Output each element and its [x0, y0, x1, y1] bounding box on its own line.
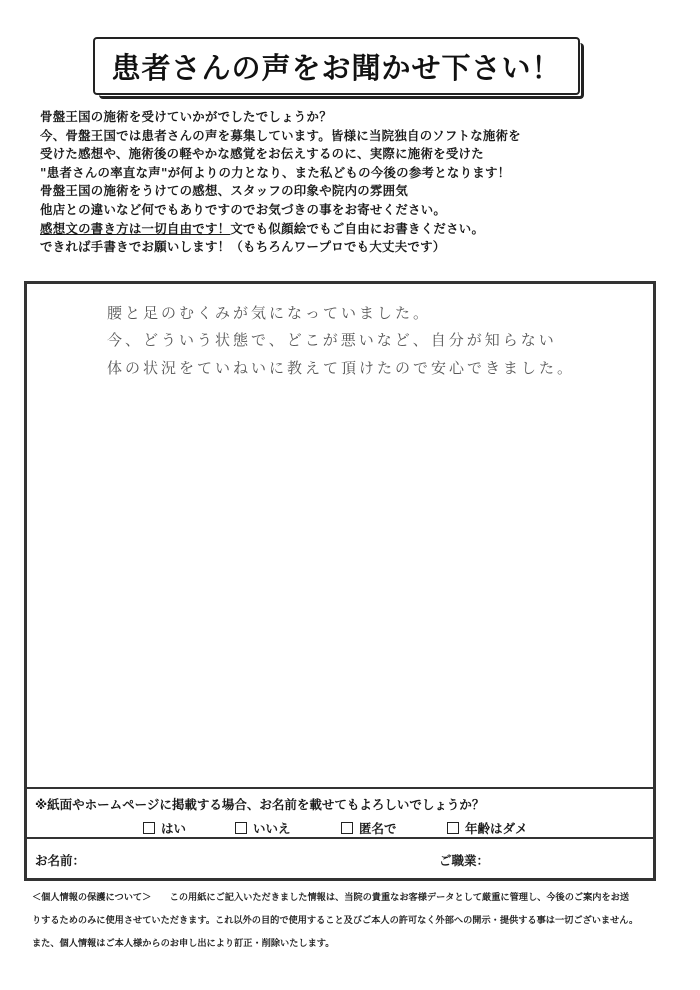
- intro-line: "患者さんの率直な声"が何よりの力となり、また私どもの今後の参考となります！: [40, 164, 511, 180]
- intro-line: 今、骨盤王国では患者さんの声を募集しています。皆様に当院独自のソフトな施術を: [40, 127, 522, 143]
- option-label: はい: [161, 821, 187, 836]
- intro-text: [40, 108, 660, 257]
- comment-area[interactable]: [27, 284, 653, 787]
- checkbox[interactable]: [143, 822, 155, 834]
- checkbox[interactable]: [447, 822, 459, 834]
- option-label: いいえ: [253, 821, 291, 836]
- title-box: [93, 37, 580, 95]
- privacy-line: りするためのみに使用させていただきます。これ以外の目的で使用すること及びご本人の許可なく外部への開示・提供する事は一切ございません。: [32, 915, 639, 926]
- option-label: 年齢はダメ: [465, 821, 528, 836]
- comment-form: [24, 281, 656, 881]
- option-label: 匿名で: [359, 821, 397, 836]
- checkbox[interactable]: [341, 822, 353, 834]
- name-label: お名前：: [35, 853, 86, 868]
- option-anonymous[interactable]: [341, 819, 397, 837]
- intro-line: 骨盤王国の施術をうけての感想、スタッフの印象や院内の雰囲気: [40, 183, 409, 199]
- intro-underlined-text: 感想文の書き方は一切自由です！: [40, 220, 231, 236]
- permission-question: ※紙面やホームページに掲載する場合、お名前を載せてもよろしいでしょうか？: [35, 797, 485, 812]
- handwritten-line: 腰と足のむくみが気になっていました。: [107, 304, 432, 322]
- intro-line-rest: 文でも似顔絵でもご自由にお書きください。: [230, 220, 485, 236]
- option-no-age[interactable]: [447, 819, 528, 837]
- privacy-notice: [32, 886, 672, 955]
- job-label: ご職業：: [439, 853, 490, 868]
- handwritten-line: 体の状況をていねいに教えて頂けたので安心できました。: [107, 359, 576, 377]
- checkbox[interactable]: [235, 822, 247, 834]
- intro-line: 受けた感想や、施術後の軽やかな感覚をお伝えするのに、実際に施術を受けた: [40, 146, 484, 162]
- permission-section: [27, 787, 653, 839]
- handwritten-line: 今、どういう状態で、どこが悪いなど、自分が知らない: [107, 331, 557, 349]
- option-yes[interactable]: [143, 819, 186, 837]
- intro-line: [40, 220, 660, 239]
- option-no[interactable]: [235, 819, 291, 837]
- intro-line: できれば手書きでお願いします！（もちろんワープロでも大丈夫です）: [40, 239, 446, 255]
- page-title: 患者さんの声をお聞かせ下さい！: [111, 50, 562, 85]
- privacy-line: ＜個人情報の保護について＞ この用紙にご記入いただきました情報は、当院の貴重なお客様データとして厳重に管理し、今後のご案内をお送: [32, 892, 630, 903]
- intro-line: 他店との違いなど何でもありですのでお気づきの事をお寄せください。: [40, 201, 447, 217]
- intro-line: 骨盤王国の施術を受けていかがでしたでしょうか？: [40, 109, 332, 124]
- name-row: [27, 839, 653, 878]
- privacy-line: また、個人情報はご本人様からのお申し出により訂正・削除いたします。: [32, 938, 335, 949]
